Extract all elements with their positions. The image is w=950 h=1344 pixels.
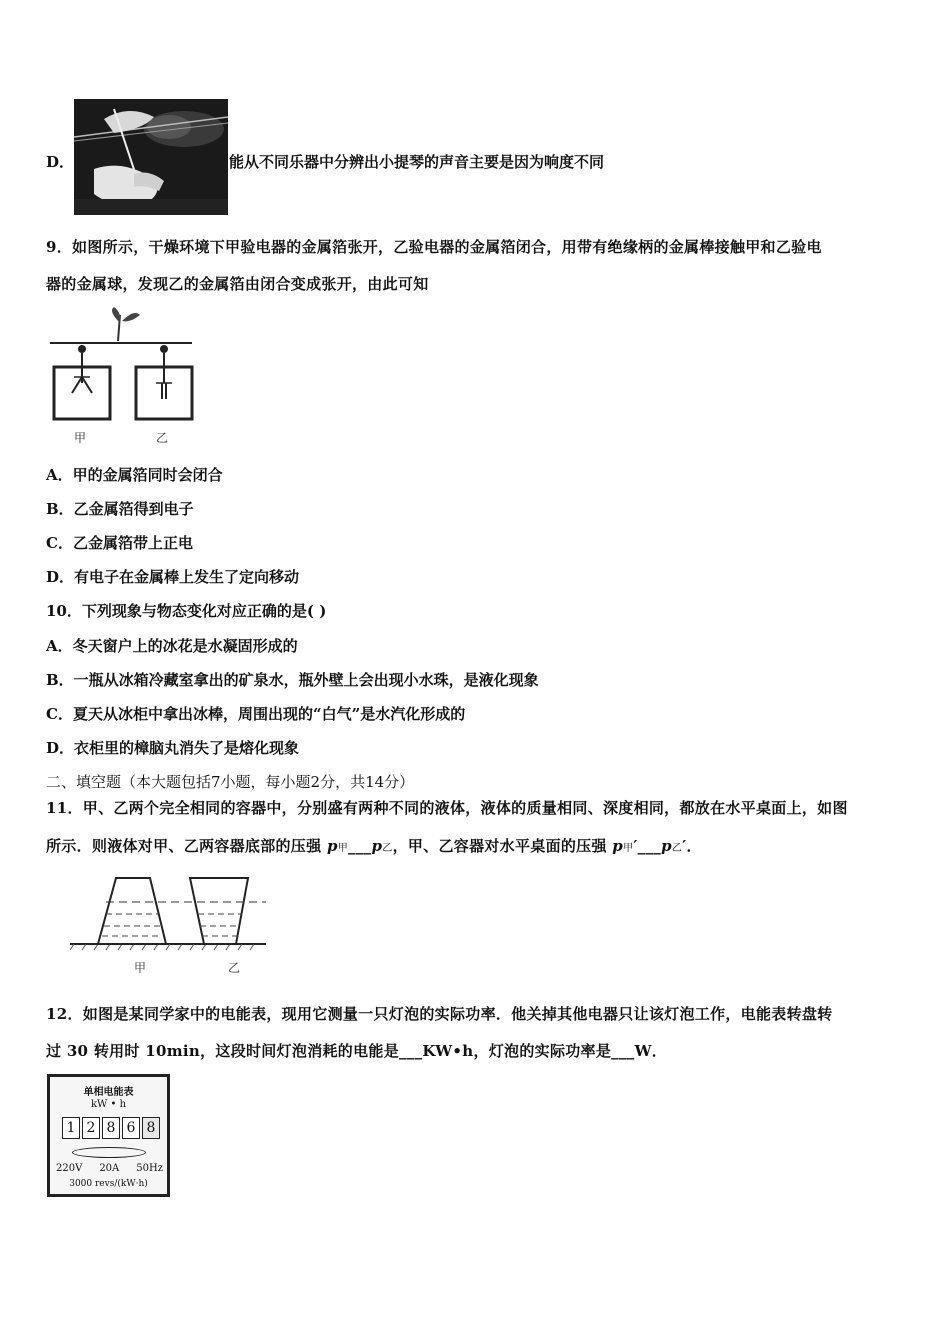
- q10-option-b: B．一瓶从冰箱冷藏室拿出的矿泉水，瓶外壁上会出现小水珠，是液化现象: [46, 671, 539, 689]
- violin-photo: [74, 99, 228, 215]
- section-2-title: 二、填空题（本大题包括7小题，每小题2分，共14分）: [46, 773, 415, 791]
- q11-fig-label-jia: 甲: [134, 961, 147, 975]
- q11-stem-line2: [46, 836, 910, 859]
- q11-fig-label-yi: 乙: [228, 961, 241, 975]
- meter-digit: 8: [142, 1117, 160, 1139]
- meter-digit: 2: [82, 1117, 100, 1139]
- q10-option-a: A．冬天窗户上的冰花是水凝固形成的: [46, 637, 298, 655]
- meter-digit: 1: [62, 1117, 80, 1139]
- meter-title: 单相电能表: [83, 1087, 134, 1098]
- meter-freq: 50Hz: [136, 1163, 163, 1174]
- q11-sub-jia1: 甲: [337, 843, 349, 854]
- q11-sub-yi2: 乙: [671, 843, 683, 854]
- q12-blank2: ___: [611, 1042, 635, 1060]
- q11-blank2: ___: [637, 837, 662, 855]
- q11-sub-jia2: 甲: [623, 843, 634, 854]
- q9-stem-line1: 9．如图所示，干燥环境下甲验电器的金属箔张开，乙验电器的金属箔闭合，用带有绝缘柄的金属棒接触甲和乙验电: [46, 238, 822, 256]
- q10-option-d: D．衣柜里的樟脑丸消失了是熔化现象: [46, 739, 300, 757]
- q10-option-c: C．夏天从冰柜中拿出冰棒，周围出现的“白气”是水汽化形成的: [46, 705, 466, 723]
- q8-option-d-label: D．: [46, 153, 75, 171]
- meter-digit: 8: [102, 1117, 120, 1139]
- meter-revs: 3000 revs/(kW·h): [69, 1179, 148, 1189]
- q11-p2: p: [371, 837, 383, 855]
- q11-line2-a: 所示．则液体对甲、乙两容器底部的压强: [46, 837, 327, 855]
- containers-figure: [70, 872, 270, 952]
- q12-line2-a: 过 30 转用时 10min，这段时间灯泡消耗的电能是: [46, 1042, 399, 1060]
- q10-stem: 10．下列现象与物态变化对应正确的是( ): [46, 602, 327, 620]
- meter-digits: [62, 1117, 162, 1139]
- q8-option-d-text: 能从不同乐器中分辨出小提琴的声音主要是因为响度不同: [229, 153, 605, 171]
- meter-current: 20A: [99, 1163, 120, 1174]
- q11-p3: p: [612, 837, 624, 855]
- q11-sub-yi1: 乙: [382, 843, 393, 854]
- q9-option-c: C．乙金属箔带上正电: [46, 534, 193, 552]
- q12-stem-line1: 12．如图是某同学家中的电能表，现用它测量一只灯泡的实际功率．他关掉其他电器只让该灯泡工作，电能表转盘转: [46, 1005, 833, 1023]
- q9-option-d: D．有电子在金属棒上发生了定向移动: [46, 568, 300, 586]
- meter-voltage: 220V: [56, 1163, 83, 1174]
- q9-option-a: A．甲的金属箔同时会闭合: [46, 466, 223, 484]
- electric-meter-figure: [47, 1074, 170, 1197]
- q11-line2-end: ．: [686, 837, 702, 855]
- q12-blank1: ___: [399, 1042, 423, 1060]
- q11-p1: p: [326, 837, 338, 855]
- meter-digit: 6: [122, 1117, 140, 1139]
- meter-specs: [56, 1163, 163, 1174]
- q11-line2-b: ，甲、乙容器对水平桌面的压强: [392, 837, 613, 855]
- q12-stem-line2: [46, 1041, 910, 1061]
- q9-stem-line2: 器的金属球，发现乙的金属箔由闭合变成张开，由此可知: [46, 275, 429, 293]
- q12-line2-b: KW•h，灯泡的实际功率是: [422, 1042, 612, 1060]
- q12-line2-c: W．: [634, 1042, 668, 1060]
- q11-prime2: ′: [682, 837, 687, 855]
- q9-option-b: B．乙金属箔得到电子: [46, 500, 194, 518]
- q9-fig-label-jia: 甲: [74, 431, 87, 445]
- q11-stem-line1: 11．甲、乙两个完全相同的容器中，分别盛有两种不同的液体，液体的质量相同、深度相同，都放在水平桌面上，如图: [46, 799, 848, 817]
- meter-unit: kW • h: [90, 1099, 127, 1110]
- q11-prime1: ′: [633, 837, 638, 855]
- electroscope-figure: [46, 305, 196, 445]
- q11-blank1: ___: [348, 837, 372, 855]
- q8-option-d-text-line: [229, 152, 910, 172]
- q9-fig-label-yi: 乙: [156, 431, 169, 445]
- meter-disc: [72, 1147, 146, 1158]
- q11-p4: p: [661, 837, 672, 855]
